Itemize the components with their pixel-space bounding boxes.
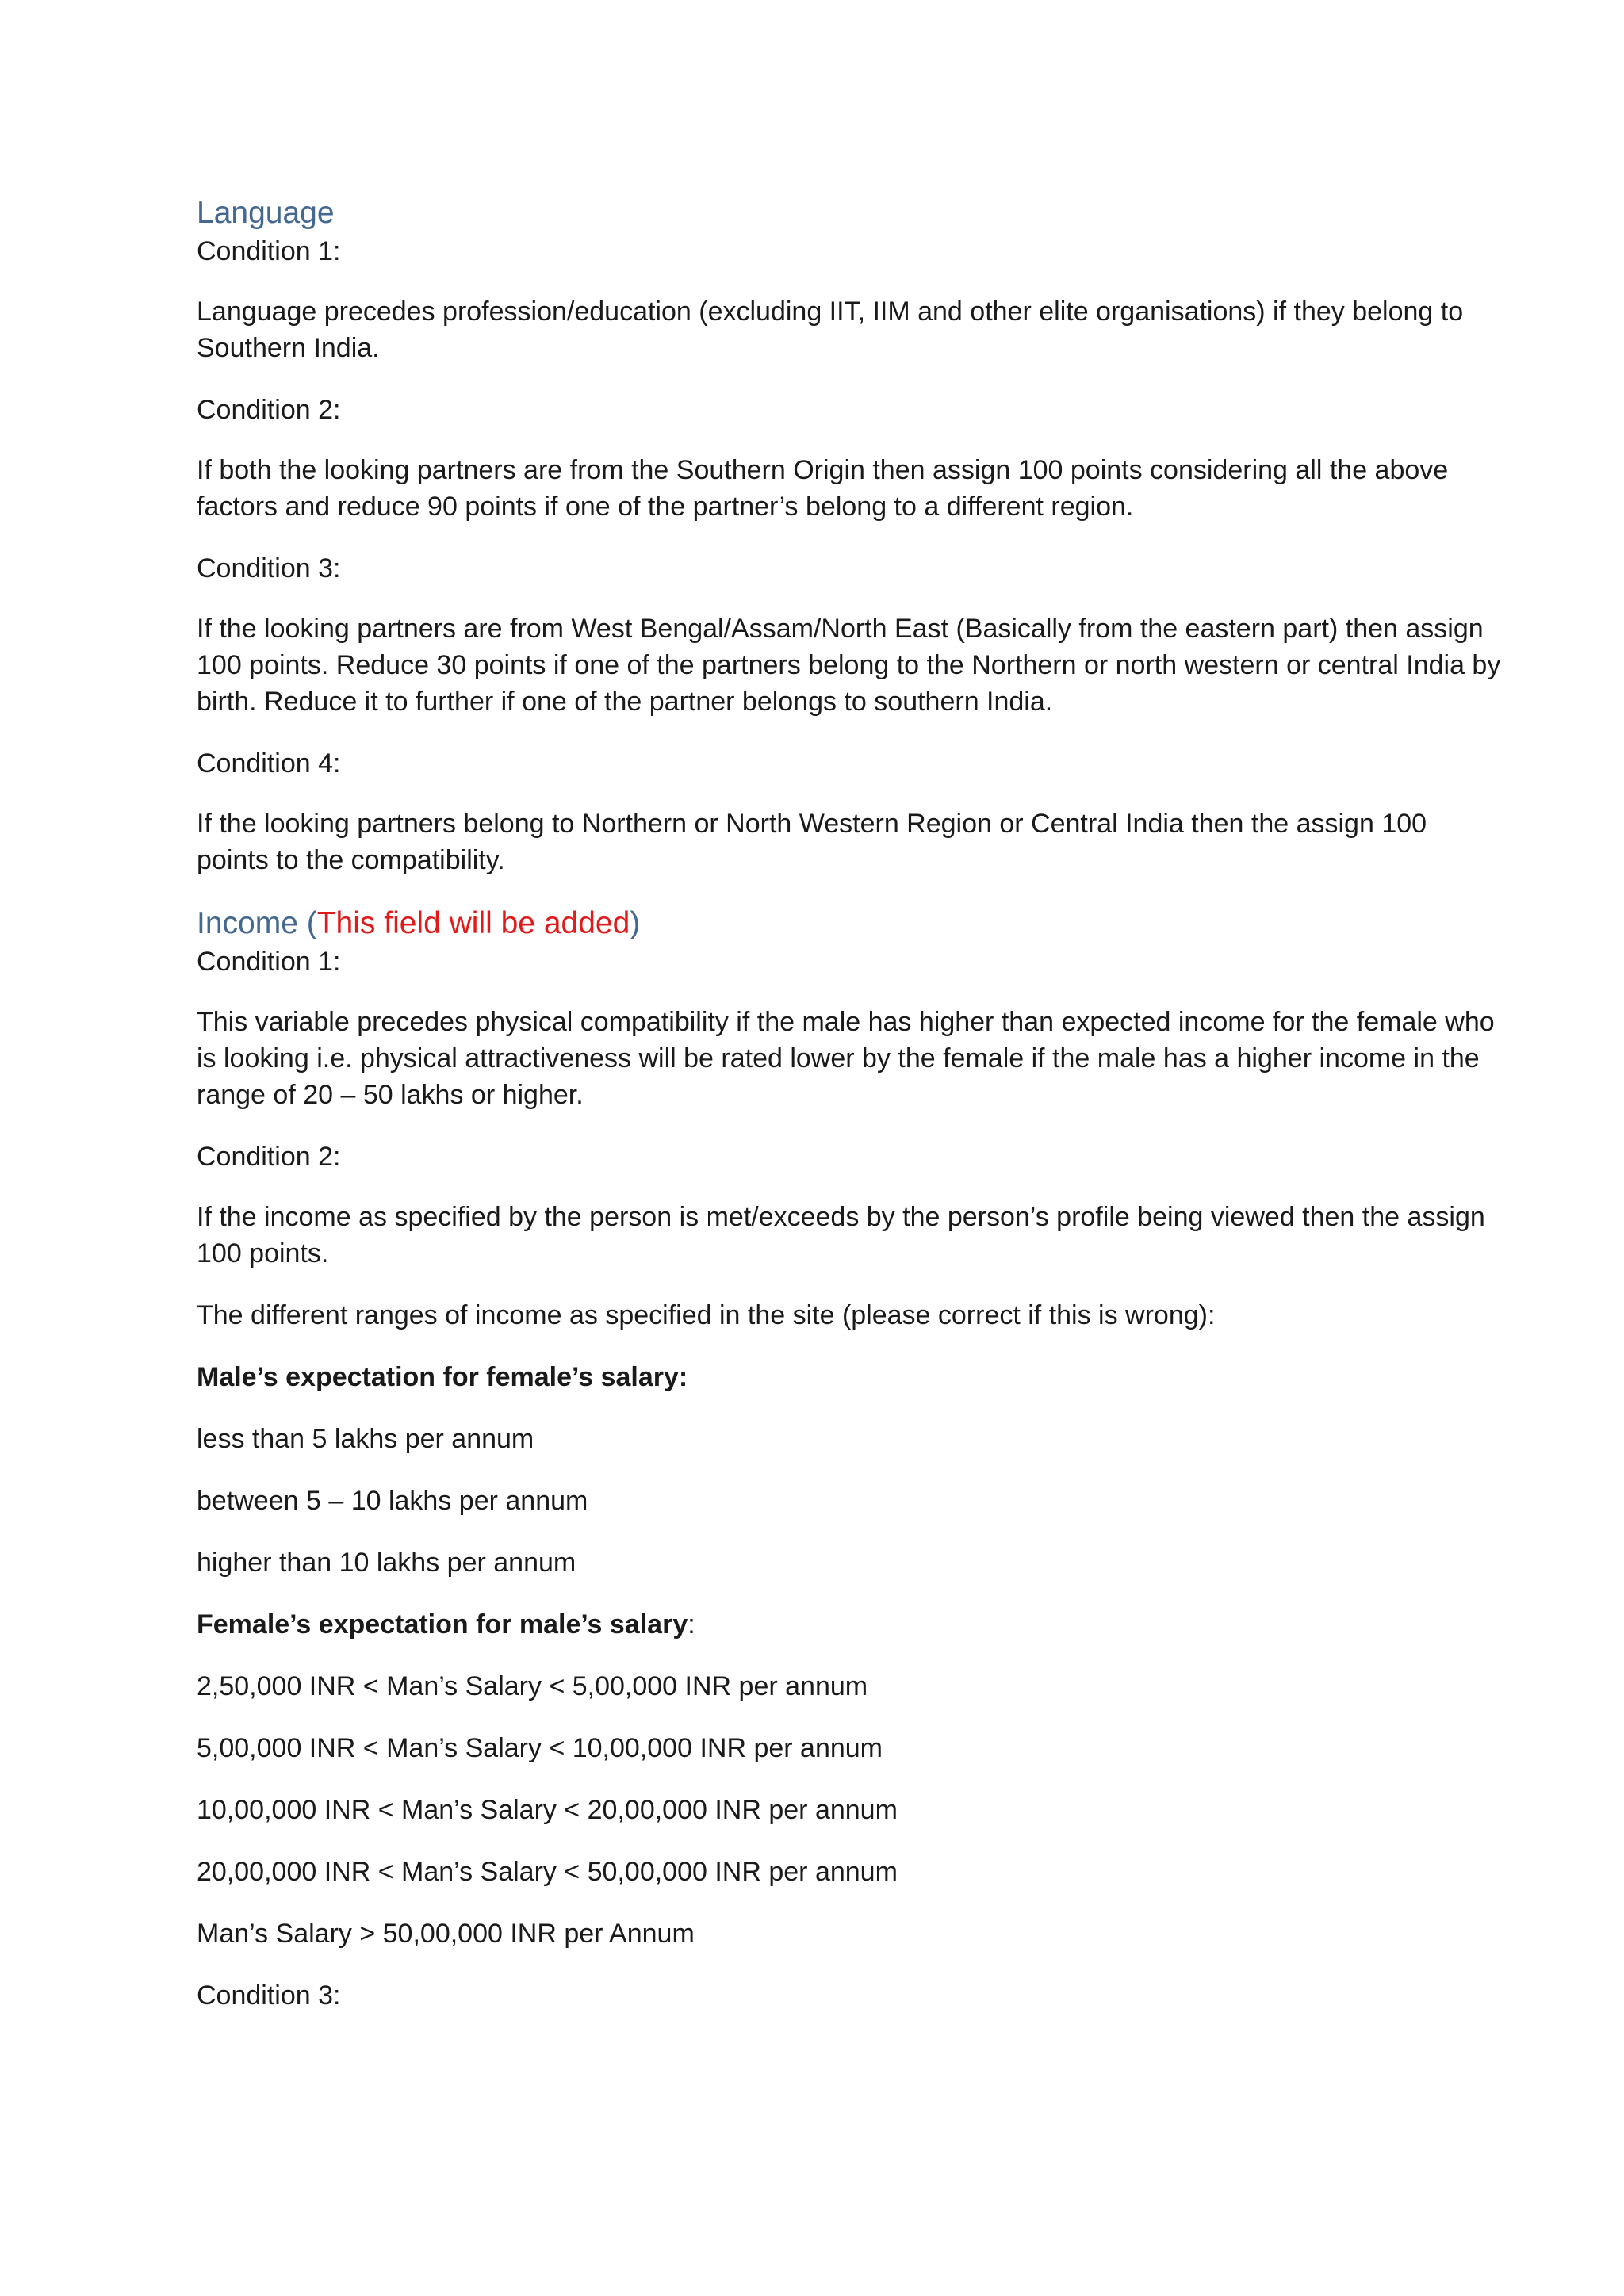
language-condition-2-label: Condition 2: <box>197 395 341 425</box>
income-heading-label: Income <box>197 906 298 940</box>
language-condition-4-label: Condition 4: <box>197 748 341 779</box>
female-expectation-heading-colon: : <box>688 1609 695 1640</box>
female-range-item: 10,00,000 INR < Man’s Salary < 20,00,000 INR per annum <box>197 1795 898 1825</box>
language-condition-3-label: Condition 3: <box>197 553 341 584</box>
income-condition-2-label: Condition 2: <box>197 1142 341 1172</box>
language-condition-1-text: Language precedes profession/education (excluding IIT, IIM and other elite organisations) if they belong to Southern India. <box>197 297 1464 363</box>
language-condition-2-text: If both the looking partners are from the Southern Origin then assign 100 points considering all the above factors and reduce 90 points if one of the partner’s belong to a different region. <box>197 455 1449 522</box>
male-expectation-heading: Male’s expectation for female’s salary: <box>197 1362 688 1392</box>
income-heading-close-paren: ) <box>630 906 641 940</box>
male-range-item: less than 5 lakhs per annum <box>197 1424 534 1454</box>
language-heading: Language <box>197 196 335 230</box>
female-range-item: 20,00,000 INR < Man’s Salary < 50,00,000 INR per annum <box>197 1857 898 1887</box>
language-condition-1-label: Condition 1: <box>197 236 341 266</box>
income-condition-3-label: Condition 3: <box>197 1980 341 2011</box>
income-condition-1-text: This variable precedes physical compatibility if the male has higher than expected income for the female who is looking i.e. physical attractiveness will be rated lower by the female if the male has a higher income in the range of 20 – 50 lakhs or higher. <box>197 1007 1495 1110</box>
income-condition-2-text: If the income as specified by the person is met/exceeds by the person’s profile being viewed then the assign 100 points. <box>197 1202 1485 1269</box>
income-heading-note: This field will be added <box>316 906 630 940</box>
income-condition-1-label: Condition 1: <box>197 947 341 977</box>
female-expectation-heading-label: Female’s expectation for male’s salary <box>197 1609 688 1640</box>
language-condition-4-text: If the looking partners belong to Northern or North Western Region or Central India then the assign 100 points to the compatibility. <box>197 809 1427 875</box>
income-heading <box>197 904 1505 943</box>
income-heading-open-paren: ( <box>297 906 317 940</box>
male-range-item: between 5 – 10 lakhs per annum <box>197 1486 588 1516</box>
income-ranges-intro: The different ranges of income as specified in the site (please correct if this is wrong): <box>197 1300 1216 1330</box>
male-range-item: higher than 10 lakhs per annum <box>197 1548 576 1578</box>
language-condition-3-text: If the looking partners are from West Bengal/Assam/North East (Basically from the eastern part) then assign 100 points. Reduce 30 points if one of the partners belong to the Northern or north western or central India by birth. Reduce it to further if one of the partner belongs to southern India. <box>197 614 1501 717</box>
female-expectation-heading <box>197 1606 1505 1643</box>
female-range-item: Man’s Salary > 50,00,000 INR per Annum <box>197 1919 695 1949</box>
female-range-item: 5,00,000 INR < Man’s Salary < 10,00,000 INR per annum <box>197 1733 883 1763</box>
female-range-item: 2,50,000 INR < Man’s Salary < 5,00,000 INR per annum <box>197 1671 868 1701</box>
